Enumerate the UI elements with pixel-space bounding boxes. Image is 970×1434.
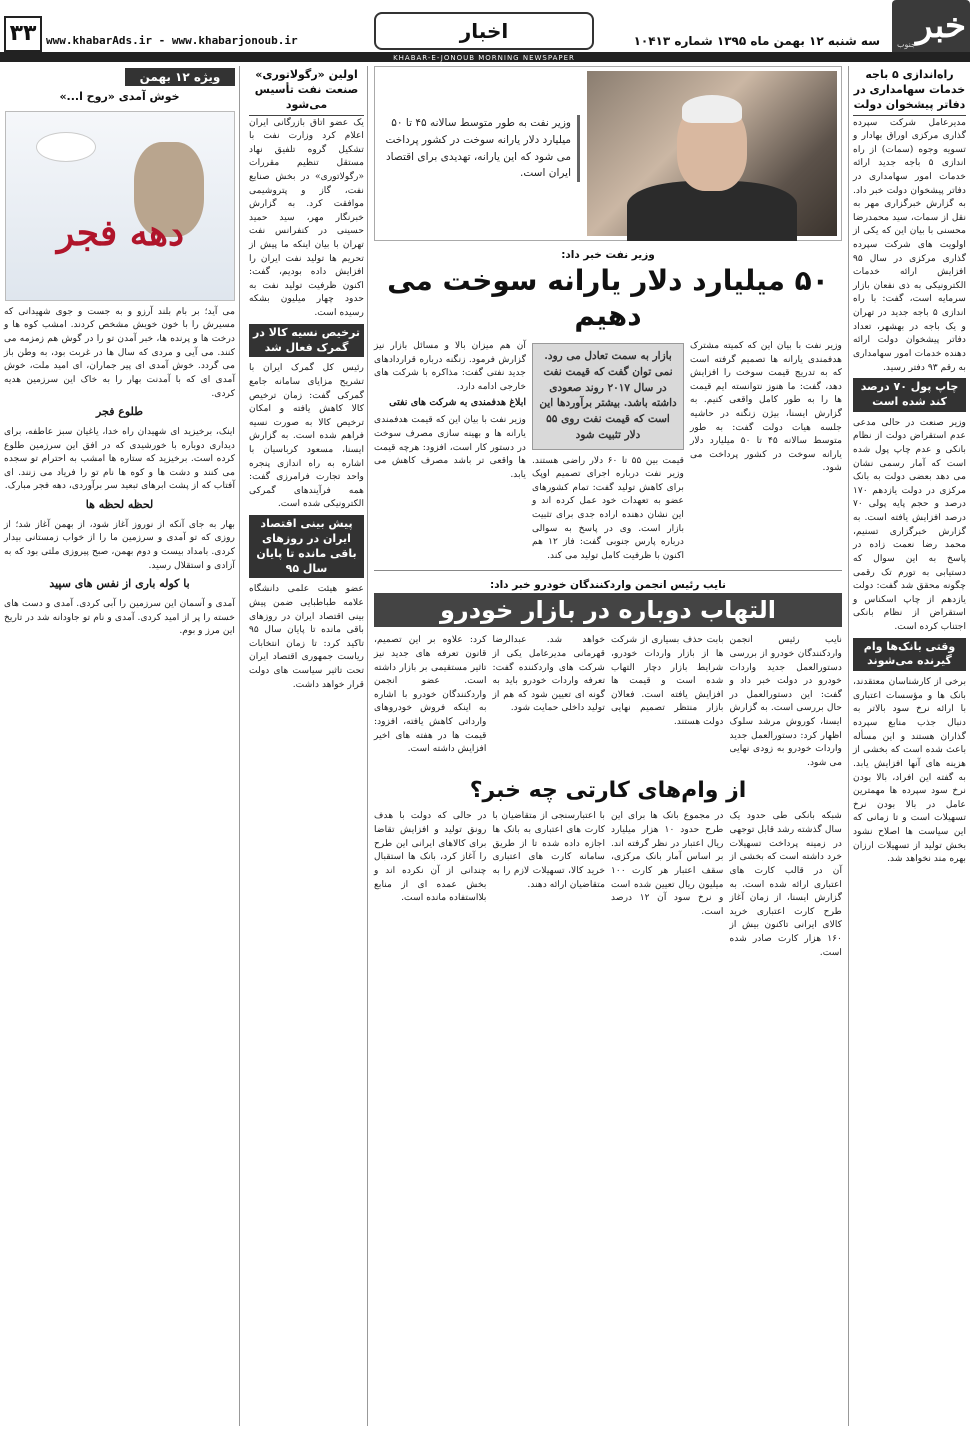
brand-logo: خبر: [915, 6, 966, 46]
article-text: یک عضو اتاق بازرگانی ایران اعلام کرد وزارت نفت با تشکیل گروه تلفیق نهاد مستقل تنظیم مقررات «رگولاتوری» در بخش صنایع نفت، گاز و پتروشیمی موافقت کرد. به گزارش خبرنگار مهر، سید حمید حسینی در کنفرانس نفت تهران با بیان اینکه ما پیش از تحریم ها تولید نفت ایران را افزایش داده بودیم، گفت: اکنون ظرفیت تولید نفت به حدود چهار میلیون بشکه رسیده است.: [249, 116, 364, 319]
dove-icon: [36, 132, 96, 162]
photo-hair-shape: [682, 95, 742, 123]
article-column: [690, 339, 842, 565]
article-subhead: با کوله باری از نفس های سپید: [49, 577, 190, 591]
center-column: [370, 66, 846, 1426]
section-divider: [374, 570, 842, 571]
pull-quote: بازار به سمت تعادل می رود. نمی توان گفت که قیمت نفت در سال ۲۰۱۷ روند صعودی داشته باشد. بیشتر برآوردها این است که قیمت نفت روی ۵۵ دلار تثبیت شود: [532, 343, 684, 450]
headline-fuel-subsidy[interactable]: ۵۰ میلیارد دلار یارانه سوخت می دهیم: [387, 264, 829, 332]
left-title[interactable]: خوش آمدی «روح ا...»: [59, 90, 180, 103]
article-text: وزیر صنعت در حالی مدعی عدم استقراض دولت از نظام بانکی و عدم چاپ پول شده است که آمار رسمی نشان می دهد بعضی دولت به بانک مرکزی در دولت یازدهم ۱۷۰ درصد و حجم پایه پولی ۷۰ درصد افزایش یافته است. به گزارش خبرگزاری تسنیم، محمد رضا نعمت زاده در پاسخ به این سوال که دستیابی به تورم تک رقمی چگونه محقق شد گفت: دولت یازدهم از چاپ اسکناس و استقراض از نظام بانکی اجتناب کرده است.: [853, 416, 966, 632]
article-fuel-subsidy: [374, 339, 842, 565]
headline-economy-forecast[interactable]: پیش بینی اقتصاد ایران در روزهای باقی مانده تا پایان سال ۹۵: [249, 515, 364, 578]
article-economy-forecast: [249, 582, 364, 691]
brand-sub: جنوب: [896, 40, 916, 49]
article-text: وزیر نفت با بیان این که کمیته مشترک هدفمندی یارانه ها تصمیم گرفته است که به تدریج قیمت سوخت را افزایش دهد، گفت: ما هنوز نتوانسته ایم قیمت ها را به طور کامل واقعی کنیم. به گزارش ایسنا، بیژن زنگنه در حاشیه جلسه هیات دولت گفت: به طور متوسط سالانه ۴۵ تا ۵۰ میلیارد دلار یارانه سوخت در کشور پرداخت می شود.: [690, 340, 842, 474]
article-text: می آید؛ بر بام بلند آرزو و به جست و جوی شهیدانی که مسیرش را با خون خویش مشخص کردند. امشب کوه ها و درخت ها و پرنده ها، خبر آمدن تو را در گوش هم زمزمه می کنند. می آیی و مردی که سال ها در غربت بود، به وطن باز می گردد. خوش آمدی ای پیر جماران، ای امید ملت، خوش آمدی ای که با آمدنت بهار را به خاک این سرزمین هدیه کردی.: [4, 305, 235, 399]
article-text: در حالی که دولت با هدف رونق تولید و افزایش تقاضا برای کالاهای ایرانی این طرح را آغاز کرد، بانک ها استقبال چندانی از آن نکرده اند و بخش عمده ای از منابع بلااستفاده مانده است.: [374, 810, 487, 904]
issue-info: سه شنبه ۱۲ بهمن ماه ۱۳۹۵ شماره ۱۰۴۱۳: [633, 34, 880, 48]
article-text: وزیر نفت با بیان این که قیمت هدفمندی یارانه ها و بهینه سازی مصرف سوخت در دستور کار است، افزود: هرچه قیمت ها واقعی تر باشد مصرف کاهش می یابد.: [374, 414, 526, 480]
article-column: [730, 809, 843, 962]
article-sahamdari: [853, 116, 966, 375]
fajr-artwork: [5, 111, 235, 301]
article-banks-borrowers: [853, 675, 966, 866]
headline-banks-borrowers[interactable]: وقتی بانک‌ها وام گیرنده می‌شوند: [853, 638, 966, 672]
article-text: بابت حذف بسیاری از شرکت ها از بازار واردات خودرو، شرایط بازار دچار التهاب شده است و قیمت ها افزایش یافته است. فعالان بازار منتظر تصمیم نهایی دولت هستند.: [611, 634, 724, 728]
page-number: ۳۳: [4, 16, 42, 52]
brand-logo-box[interactable]: [892, 0, 970, 58]
page-header: [0, 0, 970, 62]
article-car-market: [374, 633, 842, 772]
article-column: [611, 809, 724, 962]
headline-car-market[interactable]: التهاب دوباره در بازار خودرو: [374, 593, 842, 627]
article-text: قیمت بین ۵۵ تا ۶۰ دلار راضی هستند. وزیر نفت درباره اجرای تصمیم اوپک برای کاهش تولید گفت: تمام کشورهای عضو به تعهدات خود عمل کرده اند و این نشان دهنده اراده جدی برای تثبیت بازار است. وی در پاسخ به سوالی درباره پارس جنوبی گفت: فاز ۱۲ هم اکنون با ظرفیت کامل تولید می کند.: [532, 454, 684, 561]
article-text: عضو هیئت علمی دانشگاه علامه طباطبایی ضمن پیش بینی اقتصاد ایران در روزهای باقی مانده تا پایان سال ۹۵ تاکید کرد: تا زمان انتخابات ریاست جمهوری اقتصاد ایران تحت تاثیر سیاست های دولت قرار خواهد داشت.: [249, 583, 364, 690]
article-money-printing: [853, 416, 966, 634]
feature-photo-block: [374, 66, 842, 241]
article-card-loans: [374, 809, 842, 962]
left-article: [4, 305, 235, 638]
article-text: نایب رئیس انجمن واردکنندگان خودرو از بررسی دستورالعمل جدید واردات خودرو در دولت خبر داد و گفت: این دستورالعمل در حال بررسی است. به گزارش ایسنا، کوروش مرشد سلوک اظهار کرد: دستورالعمل جدید واردات خودرو به زودی نهایی می شود.: [729, 634, 842, 768]
article-text: با اعتبارسنجی از متقاضیان با کارت های اعتباری به بانک ها اجازه داده شده تا از طریق سامانه کارت های اعتباری خرید کالا، تسهیلات لازم را به متقاضیان ارائه دهند.: [492, 810, 605, 890]
article-text: رئیس کل گمرک ایران با تشریح مزایای سامانه جامع گمرکی گفت: زمان ترخیص کالا کاهش یافته و امکان ترخیص کالا به صورت نسیه فراهم شده است. به گزارش ایسنا، مسعود کرباسیان با اشاره به راه اندازی پنجره واحد تجارت فرامرزی گفت: همه فرآیندهای گمرکی الکترونیکی شده است.: [249, 362, 364, 510]
article-regulator: [249, 116, 364, 320]
headline-regulator[interactable]: اولین «رگولاتوری» صنعت نفت تأسیس می‌شود: [249, 66, 364, 116]
headline-customs[interactable]: ترخیص نسیه کالا در گمرک فعال شد: [249, 324, 364, 358]
article-text: اینک، برخیزید ای شهیدان راه خدا، یاغیان سبز عاطفه، برای دیداری دوباره با خورشیدی که در افق این سرزمین طلوع کرده است. برخیزید که ستاره ها امشب به احترام تو سجده می کنند و دشت ها و کوه ها نام تو را فریاد می زنند. ای آفتاب که از پشت ابرهای تبعید سر برآوردی، دهه فجر مبارک.: [4, 425, 235, 492]
news-column: [246, 66, 368, 1426]
article-subhead: لحظه لحظه ها: [85, 498, 154, 511]
section-title: اخبار: [374, 12, 594, 50]
masthead-latin: KHABAR-E-JONOUB MORNING NEWSPAPER: [393, 54, 575, 62]
kicker-car-importers: نایب رئیس انجمن واردکنندگان خودرو خبر داد:: [490, 579, 726, 592]
article-customs: [249, 361, 364, 511]
article-column: [730, 633, 843, 772]
article-column: [374, 339, 526, 565]
article-column: [374, 809, 487, 962]
minister-photo: [587, 71, 837, 236]
article-text: آن هم میزان بالا و مسائل بازار نیز گزارش فرمود. زنگنه درباره قراردادهای جدید نفتی گفت: مذاکره با شرکت های خارجی ادامه دارد.: [374, 340, 526, 392]
article-text: برخی از کارشناسان معتقدند، بانک ها و مؤسسات اعتباری با ارائه نرخ سود بالاتر به دنبال جذب منابع سپرده گذاران هستند و این مسأله باعث شده است که بخشی از هزینه های آنها افزایش یابد. به گفته این افراد، بالا بودن نرخ سود سپرده ها مهمترین عامل در بالا بودن نرخ تسهیلات است و تا زمانی که این سیاست ها اصلاح نشود بخش تولید از تسهیلات ارزان بهره مند نخواهد شد.: [853, 676, 966, 865]
article-subhead: ابلاغ هدفمندی به شرکت های نفتی: [389, 397, 526, 409]
special-banner: ویژه ۱۲ بهمن: [125, 68, 235, 86]
headline-card-loans[interactable]: از وام‌های کارتی چه خبر؟: [469, 778, 747, 804]
left-column: [0, 66, 240, 1426]
article-column: [493, 809, 606, 962]
art-calligraphy: دهه فجر: [56, 211, 185, 254]
headline-sahamdari[interactable]: راه‌اندازی ۵ باجه خدمات سهامداری در دفاتر پیشخوان دولت: [853, 66, 966, 116]
article-text: خواهد شد. عبدالرضا قهرمانی مدیرعامل یکی از شرکت های واردکننده گفت: تعرفه واردات خودرو باید به گونه ای تعیین شود که هم از تولید داخلی حمایت شود.: [492, 634, 605, 714]
article-text: در مجموع بانک ها برای این طرح حدود ۱۰ هزار میلیارد ریال اعتبار در نظر گرفته اند. بر اساس آمار بانک مرکزی، سقف اعتبار هر کارت ۱۰۰ میلیون ریال تعیین شده است و نرخ سود آن ۱۲ درصد است.: [611, 810, 724, 917]
article-text: شبکه بانکی طی حدود یک سال گذشته رشد قابل توجهی در زمینه پرداخت تسهیلات خرد داشته است که بخشی از آن در قالب کارت های اعتباری ارائه شده است. به گزارش ایسنا، از زمان آغاز طرح کارت اعتباری خرید کالای ایرانی تاکنون بیش از ۱۶۰ هزار کارت صادر شده است.: [729, 810, 842, 958]
article-text: مدیرعامل شرکت سپرده گذاری مرکزی اوراق بهادار و تسویه وجوه (سمات) از راه اندازی ۵ باجه جدید ارائه خدمات امور سهامداری در دفاتر پیشخوان دولت خبر داد. به گزارش خبرگزاری مهر به نقل از سمات، سید محمدرضا محسنی با بیان این که یکی از اولویت های شرکت سپرده گذاری مرکزی در سال ۹۵ افزایش ارائه خدمات الکترونیکی به ذی نفعان بازار سرمایه است، گفت: با راه اندازی ۵ باجه جدید در تهران و یک باجه در بهشهر، تعداد دفاتر پیشخوان دولت ارائه دهنده خدمات امور سهامداری به رقم ۹۳ دفتر رسید.: [853, 116, 966, 373]
right-column: [848, 66, 970, 1426]
headline-money-printing[interactable]: چاپ پول ۷۰ درصد کند شده است: [853, 378, 966, 412]
article-column: [374, 633, 487, 772]
article-text: کرد: علاوه بر این تصمیم، قانون تعرفه های جدید نیز تاثیر مستقیمی بر بازار داشته است. عضو انجمن واردکنندگان خودرو با اشاره به اینکه فروش خودروهای وارداتی کاهش یافته، افزود: قیمت ها در هفته های اخیر افزایش داشته است.: [374, 634, 487, 755]
article-text: آمدی و آسمان این سرزمین را آبی کردی. آمدی و دست های خسته را پر از امید کردی. آمدی و نام تو جاودانه شد در تاریخ این مرز و بوم.: [4, 598, 235, 637]
photo-caption: وزیر نفت به طور متوسط سالانه ۴۵ تا ۵۰ میلیارد دلار یارانه سوخت در کشور پرداخت می شود که این یارانه، تهدیدی برای اقتصاد ایران است.: [385, 115, 580, 182]
article-subhead: طلوع فجر: [96, 405, 143, 419]
website-links[interactable]: www.khabarAds.ir - www.khabarjonoub.ir: [46, 34, 298, 47]
article-column: [493, 633, 606, 772]
kicker-oil-minister: وزیر نفت خبر داد:: [561, 249, 655, 261]
article-column: [611, 633, 724, 772]
article-text: بهار به جای آنکه از نوروز آغاز شود، از بهمن آغاز شد؛ از روزی که تو آمدی و سرزمین ما را از خواب زمستانی بیدار کردی. بامداد بیست و دوم بهمن، صبح پیروزی ملتی بود که به آزادی و استقلال رسید.: [4, 518, 235, 571]
article-column: [532, 339, 684, 565]
